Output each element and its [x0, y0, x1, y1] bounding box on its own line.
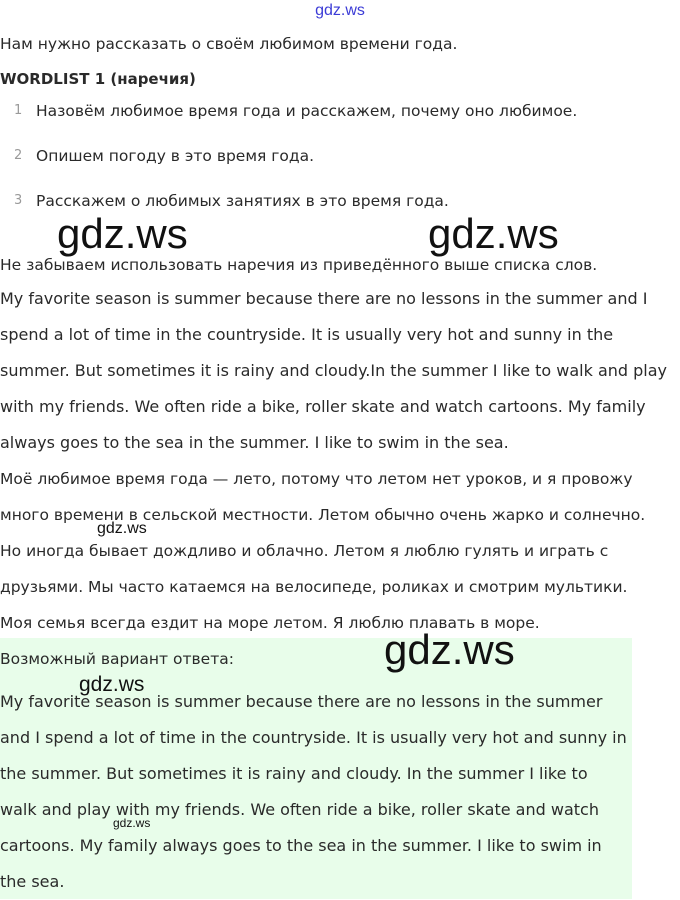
- watermark: gdz.ws: [79, 673, 145, 696]
- step-number: 3: [14, 193, 23, 208]
- russian-line: Моё любимое время года — лето, потому что летом нет уроков, и я провожу: [0, 470, 633, 488]
- step-item: [0, 98, 680, 143]
- reminder-text: Не забываем использовать наречия из приведённого выше списка слов.: [0, 256, 598, 274]
- russian-line: друзьями. Мы часто катаемся на велосипеде, роликах и смотрим мультики.: [0, 578, 628, 596]
- russian-paragraph: [0, 461, 680, 641]
- answer-label: Возможный вариант ответа:: [0, 650, 234, 668]
- answer-line: and I spend a lot of time in the countryside. It is usually very hot and sunny in: [0, 728, 627, 747]
- watermark: gdz.ws: [97, 520, 147, 537]
- answer-line: My favorite season is summer because there are no lessons in the summer: [0, 692, 603, 711]
- watermark: gdz.ws: [113, 816, 151, 830]
- answer-line: walk and play with my friends. We often ride a bike, roller skate and watch: [0, 800, 599, 819]
- english-paragraph: [0, 281, 680, 461]
- answer-line: the summer. But sometimes it is rainy and cloudy. In the summer I like to: [0, 764, 588, 783]
- answer-paragraph: [0, 684, 632, 900]
- english-line: with my friends. We often ride a bike, roller skate and watch cartoons. My family: [0, 397, 646, 416]
- step-text: Назовём любимое время года и расскажем, почему оно любимое.: [36, 102, 578, 120]
- top-watermark: gdz.ws: [315, 2, 365, 19]
- answer-line: the sea.: [0, 872, 65, 891]
- english-line: always goes to the sea in the summer. I like to swim in the sea.: [0, 433, 509, 452]
- russian-line: много времени в сельской местности. Летом обычно очень жарко и солнечно.: [0, 506, 646, 524]
- english-line: My favorite season is summer because there are no lessons in the summer and I: [0, 289, 648, 308]
- english-line: spend a lot of time in the countryside. It is usually very hot and sunny in the: [0, 325, 614, 344]
- answer-line: cartoons. My family always goes to the sea in the summer. I like to swim in: [0, 836, 602, 855]
- watermark: gdz.ws: [384, 626, 515, 673]
- intro-text: Нам нужно рассказать о своём любимом времени года.: [0, 35, 458, 53]
- watermark: gdz.ws: [428, 210, 559, 257]
- step-number: 1: [14, 103, 23, 118]
- russian-line: Моя семья всегда ездит на море летом. Я люблю плавать в море.: [0, 614, 540, 632]
- step-number: 2: [14, 148, 23, 163]
- step-text: Расскажем о любимых занятиях в это время года.: [36, 192, 449, 210]
- russian-line: Но иногда бывает дождливо и облачно. Летом я люблю гулять и играть с: [0, 542, 609, 560]
- english-line: summer. But sometimes it is rainy and cloudy.In the summer I like to walk and play: [0, 361, 668, 380]
- step-text: Опишем погоду в это время года.: [36, 147, 315, 165]
- step-item: [0, 143, 680, 188]
- watermark: gdz.ws: [57, 210, 188, 257]
- wordlist-title: WORDLIST 1 (наречия): [0, 70, 196, 88]
